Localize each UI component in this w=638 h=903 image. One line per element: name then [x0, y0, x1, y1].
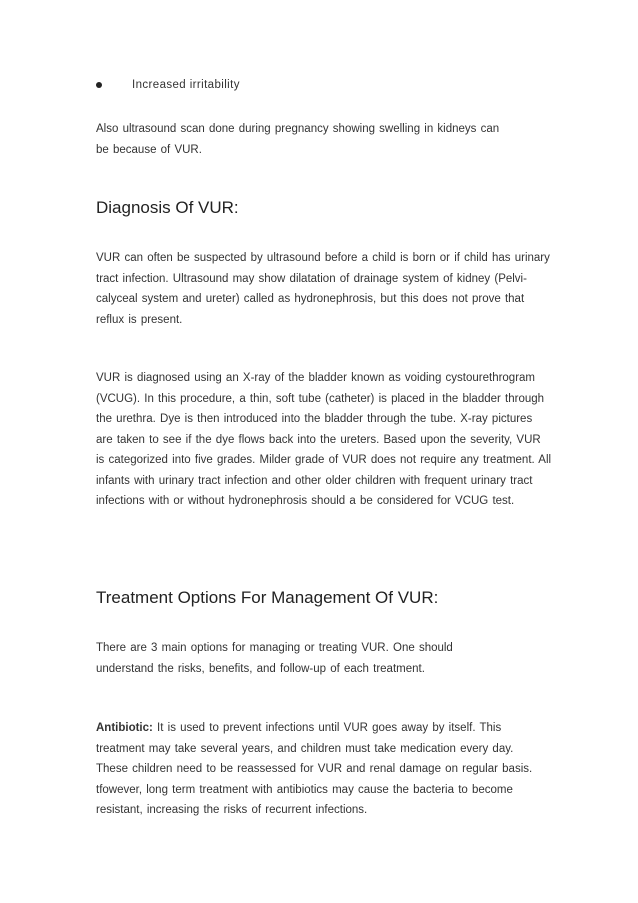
antibiotic-paragraph: [96, 718, 546, 821]
antibiotic-label: Antibiotic:: [96, 722, 153, 734]
treatment-paragraph-1: There are 3 main options for managing or treating VUR. One should understand the risks, benefits, and follow-up of each treatment.: [96, 642, 453, 675]
intro-line-2: be because of VUR.: [96, 143, 202, 156]
bullet-text: Increased irritability: [132, 79, 240, 91]
antibiotic-text: It is used to prevent infections until VUR goes away by itself. This treatment may take several years, and children must take medication every day. These children need to be reassessed for VUR and renal damage on regular basis. tfowever, long term treatment with antibiotics may cause the bacteria to become resistant, increasing the risks of recurrent infections.: [96, 722, 533, 816]
diagnosis-heading: Diagnosis Of VUR:: [96, 198, 239, 217]
intro-paragraph: [96, 119, 576, 160]
bullet-item: [96, 79, 240, 91]
diagnosis-paragraph-2: VUR is diagnosed using an X-ray of the bladder known as voiding cystourethrogram (VCUG). In this procedure, a thin, soft tube (catheter) is placed in the bladder through the urethra. Dye is then introduced into the bladder through the tube. X-ray pictures are taken to see if the dye flows back into the ureters. Based upon the severity, VUR is categorized into five grades. Milder grade of VUR does not require any treatment. All infants with urinary tract infection and other older children with frequent urinary tract infections with or without hydronephrosis should a be considered for VCUG test.: [96, 372, 552, 507]
treatment-heading: Treatment Options For Management Of VUR:: [96, 588, 439, 607]
bullet-dot-icon: [96, 82, 102, 88]
diagnosis-paragraph-1: VUR can often be suspected by ultrasound before a child is born or if child has urinary tract infection. Ultrasound may show dilatation of drainage system of kidney (Pelvi-calyceal system and ureter) called as hydronephrosis, but this does not prove that reflux is present.: [96, 252, 550, 326]
intro-line-1: Also ultrasound scan done during pregnancy showing swelling in kidneys can: [96, 123, 500, 135]
